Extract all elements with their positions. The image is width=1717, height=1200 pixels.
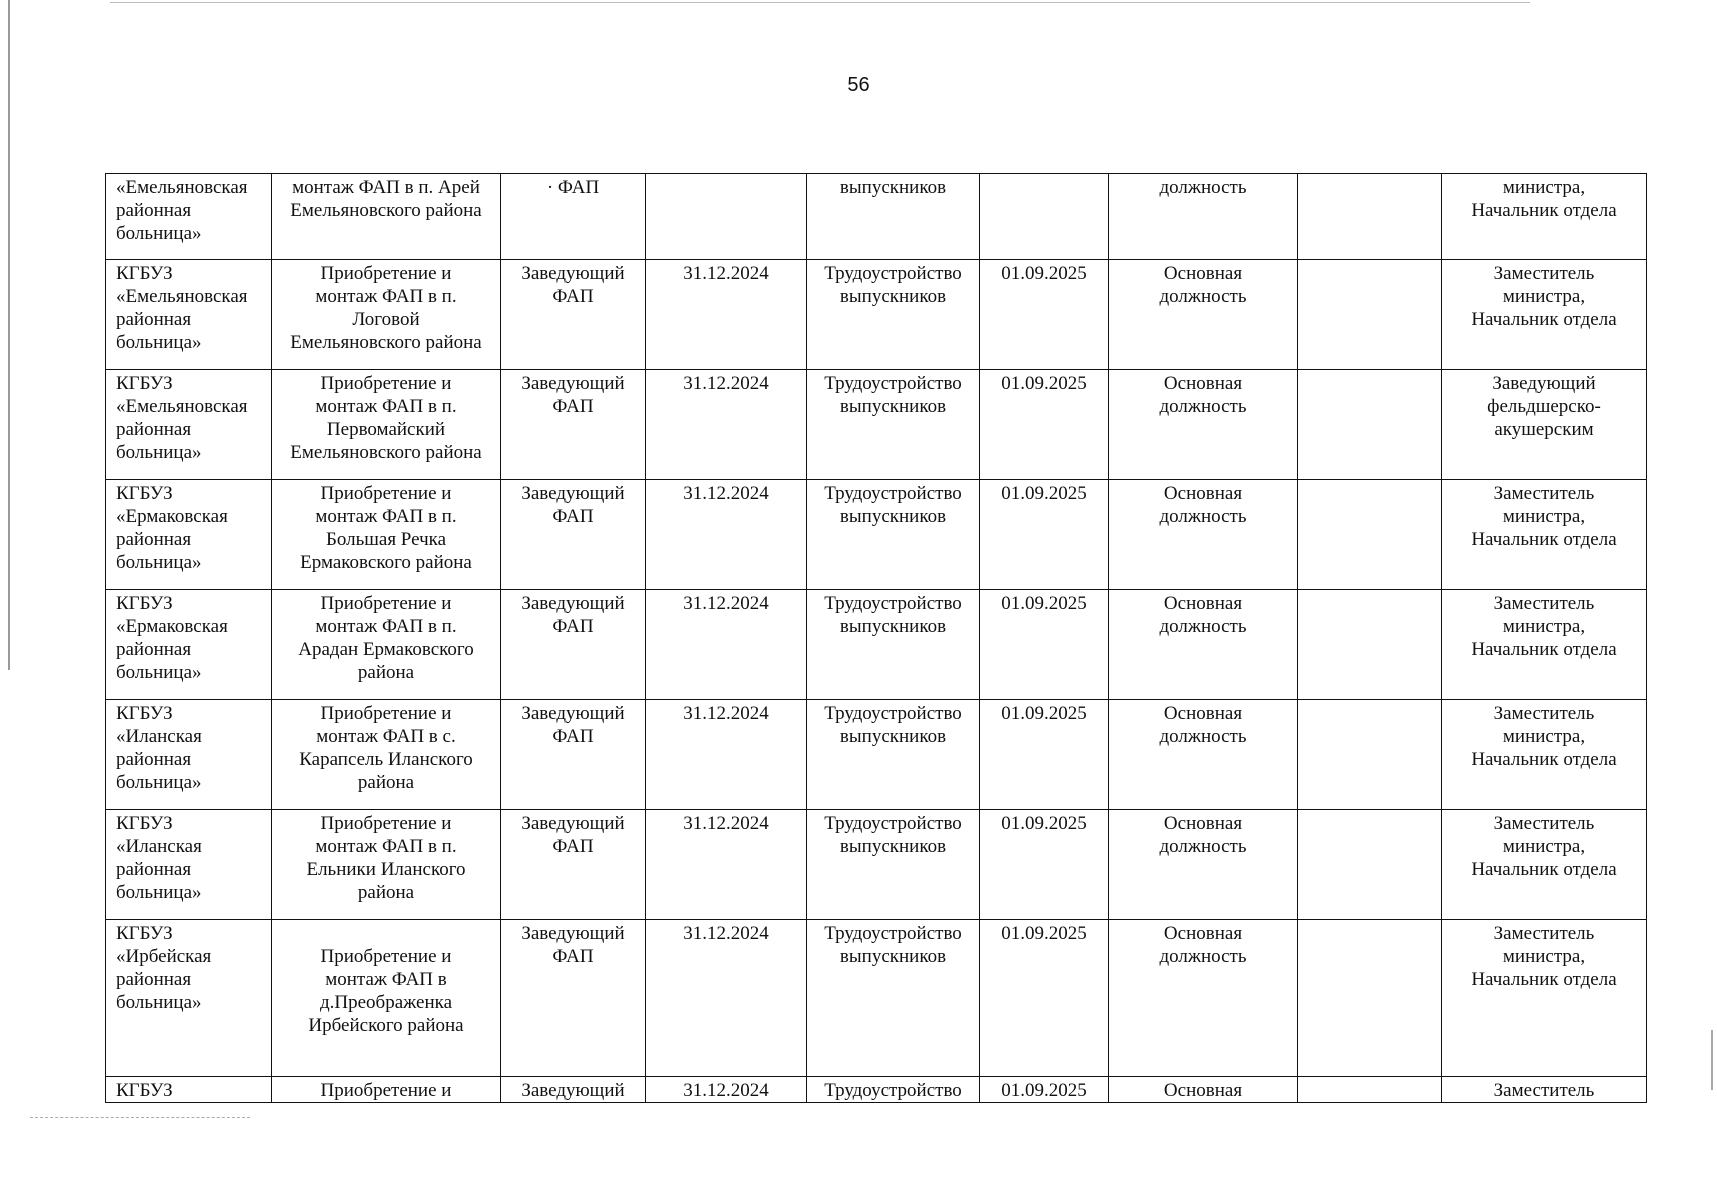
responsible-cell: Заместитель министра, Начальник отдела xyxy=(1442,590,1647,700)
table-row xyxy=(106,1077,1647,1103)
measure-cell: Приобретение и монтаж ФАП в с. Карапсель Иланского района xyxy=(272,700,501,810)
deadline-date-cell xyxy=(646,174,807,260)
activity-cell: Трудоустройство выпускников xyxy=(807,920,980,1077)
organization-cell: КГБУЗ «Иланская районная больница» xyxy=(106,810,272,920)
empty-cell xyxy=(1298,590,1442,700)
table-row xyxy=(106,590,1647,700)
deadline-date-cell: 31.12.2024 xyxy=(646,1077,807,1103)
activity-cell: Трудоустройство выпускников xyxy=(807,810,980,920)
start-date-cell: 01.09.2025 xyxy=(980,810,1109,920)
table-row xyxy=(106,370,1647,480)
responsible-cell: Заместитель министра, Начальник отдела xyxy=(1442,260,1647,370)
activity-cell: Трудоустройство выпускников xyxy=(807,370,980,480)
deadline-date-cell: 31.12.2024 xyxy=(646,810,807,920)
position-status-cell: Основная должность xyxy=(1109,480,1298,590)
measure-cell: монтаж ФАП в п. Арей Емельяновского района xyxy=(272,174,501,260)
organization-cell: КГБУЗ «Ермаковская районная больница» xyxy=(106,590,272,700)
organization-cell: КГБУЗ «Ирбейская районная больница» xyxy=(106,920,272,1077)
measure-cell: Приобретение и монтаж ФАП в д.Преображенка Ирбейского района xyxy=(272,920,501,1077)
position-status-cell: Основная должность xyxy=(1109,920,1298,1077)
position-status-cell: Основная должность xyxy=(1109,260,1298,370)
empty-cell xyxy=(1298,480,1442,590)
page-number: 56 xyxy=(847,74,870,96)
start-date-cell: 01.09.2025 xyxy=(980,920,1109,1077)
activity-cell: Трудоустройство выпускников xyxy=(807,590,980,700)
activity-cell: выпускников xyxy=(807,174,980,260)
organization-cell: КГБУЗ «Емельяновская районная больница» xyxy=(106,370,272,480)
position-cell: Заведующий ФАП xyxy=(501,700,646,810)
position-cell: Заведующий ФАП xyxy=(501,370,646,480)
activity-cell: Трудоустройство xyxy=(807,1077,980,1103)
organization-cell: КГБУЗ «Ермаковская районная больница» xyxy=(106,480,272,590)
position-status-cell: Основная должность xyxy=(1109,700,1298,810)
scan-bottom-noise xyxy=(30,1117,250,1118)
position-cell: Заведующий xyxy=(501,1077,646,1103)
responsible-cell: Заместитель xyxy=(1442,1077,1647,1103)
start-date-cell: 01.09.2025 xyxy=(980,260,1109,370)
table-row xyxy=(106,260,1647,370)
measure-cell: Приобретение и монтаж ФАП в п. Ельники Иланского района xyxy=(272,810,501,920)
scan-right-mark xyxy=(1711,1030,1713,1090)
deadline-date-cell: 31.12.2024 xyxy=(646,590,807,700)
position-status-cell: Основная должность xyxy=(1109,370,1298,480)
organization-cell: КГБУЗ xyxy=(106,1077,272,1103)
deadline-date-cell: 31.12.2024 xyxy=(646,700,807,810)
position-status-cell: Основная должность xyxy=(1109,810,1298,920)
empty-cell xyxy=(1298,370,1442,480)
empty-cell xyxy=(1298,920,1442,1077)
organization-cell: «Емельяновская районная больница» xyxy=(106,174,272,260)
table-row xyxy=(106,810,1647,920)
position-status-cell: должность xyxy=(1109,174,1298,260)
empty-cell xyxy=(1298,810,1442,920)
deadline-date-cell: 31.12.2024 xyxy=(646,370,807,480)
position-cell: Заведующий ФАП xyxy=(501,260,646,370)
measure-cell: Приобретение и монтаж ФАП в п. Логовой Емельяновского района xyxy=(272,260,501,370)
start-date-cell xyxy=(980,174,1109,260)
position-cell: Заведующий ФАП xyxy=(501,920,646,1077)
start-date-cell: 01.09.2025 xyxy=(980,370,1109,480)
responsible-cell: Заместитель министра, Начальник отдела xyxy=(1442,700,1647,810)
responsible-cell: Заместитель министра, Начальник отдела xyxy=(1442,810,1647,920)
start-date-cell: 01.09.2025 xyxy=(980,1077,1109,1103)
table-body xyxy=(106,174,1647,1103)
position-cell: Заведующий ФАП xyxy=(501,590,646,700)
position-cell: · ФАП xyxy=(501,174,646,260)
responsible-cell: Заместитель министра, Начальник отдела xyxy=(1442,480,1647,590)
position-cell: Заведующий ФАП xyxy=(501,480,646,590)
position-status-cell: Основная должность xyxy=(1109,590,1298,700)
responsible-cell: Заместитель министра, Начальник отдела xyxy=(1442,920,1647,1077)
organization-cell: КГБУЗ «Иланская районная больница» xyxy=(106,700,272,810)
measure-cell: Приобретение и монтаж ФАП в п. Арадан Ермаковского района xyxy=(272,590,501,700)
responsible-cell: министра, Начальник отдела xyxy=(1442,174,1647,260)
scan-left-edge xyxy=(8,0,10,670)
table-row xyxy=(106,174,1647,260)
empty-cell xyxy=(1298,174,1442,260)
responsible-cell: Заведующий фельдшерско- акушерским xyxy=(1442,370,1647,480)
organization-cell: КГБУЗ «Емельяновская районная больница» xyxy=(106,260,272,370)
position-cell: Заведующий ФАП xyxy=(501,810,646,920)
position-status-cell: Основная xyxy=(1109,1077,1298,1103)
deadline-date-cell: 31.12.2024 xyxy=(646,260,807,370)
deadline-date-cell: 31.12.2024 xyxy=(646,480,807,590)
deadline-date-cell: 31.12.2024 xyxy=(646,920,807,1077)
start-date-cell: 01.09.2025 xyxy=(980,480,1109,590)
table-row xyxy=(106,700,1647,810)
activity-cell: Трудоустройство выпускников xyxy=(807,480,980,590)
scan-top-rule xyxy=(110,2,1530,3)
start-date-cell: 01.09.2025 xyxy=(980,700,1109,810)
measure-cell: Приобретение и xyxy=(272,1077,501,1103)
empty-cell xyxy=(1298,700,1442,810)
activity-cell: Трудоустройство выпускников xyxy=(807,260,980,370)
table-row xyxy=(106,480,1647,590)
measure-cell: Приобретение и монтаж ФАП в п. Первомайский Емельяновского района xyxy=(272,370,501,480)
empty-cell xyxy=(1298,260,1442,370)
activity-cell: Трудоустройство выпускников xyxy=(807,700,980,810)
measure-cell: Приобретение и монтаж ФАП в п. Большая Речка Ермаковского района xyxy=(272,480,501,590)
table-row xyxy=(106,920,1647,1077)
start-date-cell: 01.09.2025 xyxy=(980,590,1109,700)
document-table xyxy=(105,173,1647,1103)
empty-cell xyxy=(1298,1077,1442,1103)
